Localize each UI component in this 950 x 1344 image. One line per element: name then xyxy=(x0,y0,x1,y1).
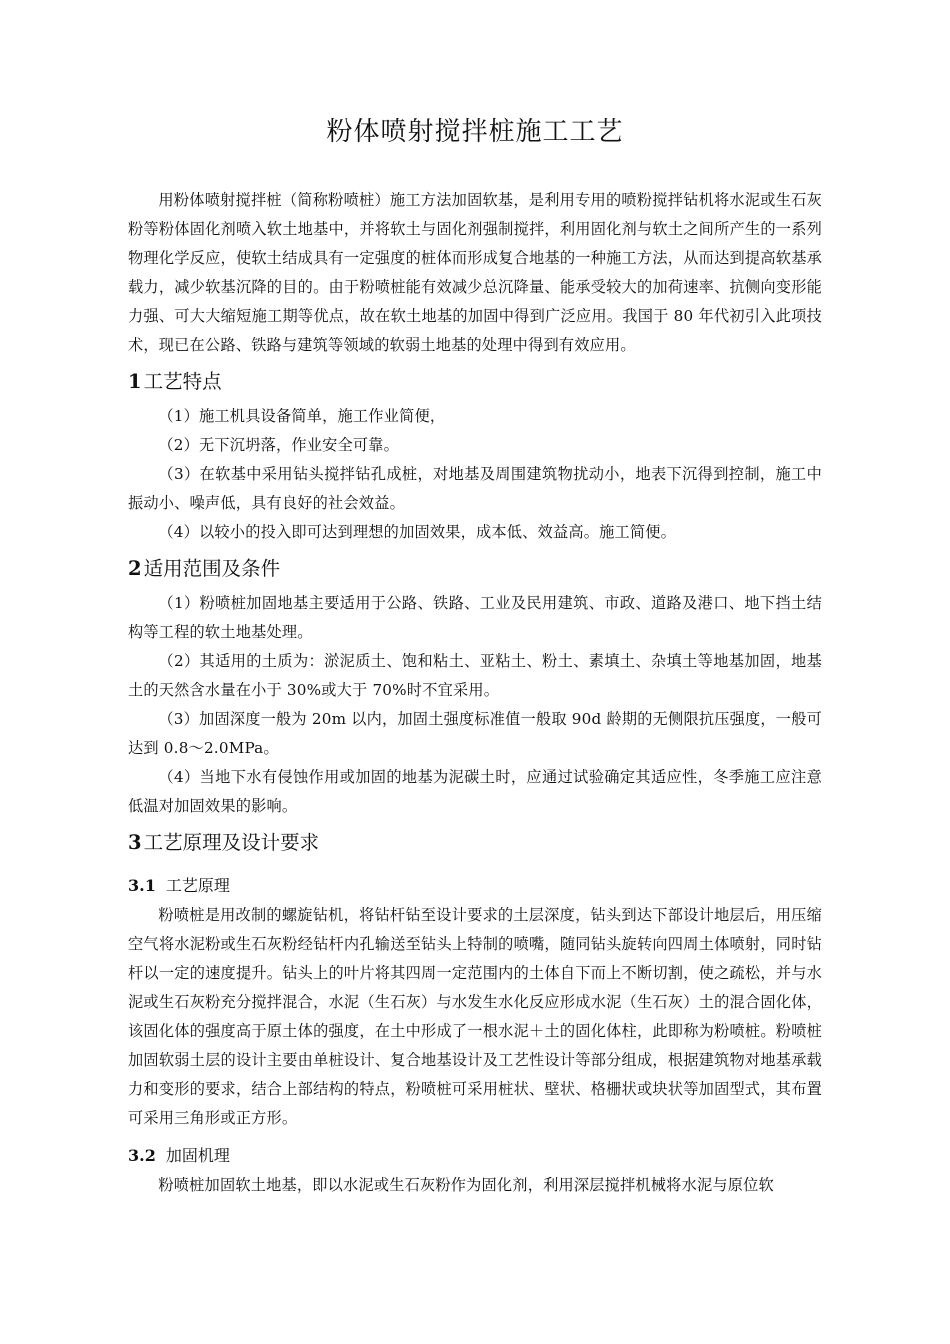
section-2-item: （1）粉喷桩加固地基主要适用于公路、铁路、工业及民用建筑、市政、道路及港口、地下挡土结构等工程的软土地基处理。 xyxy=(128,594,822,641)
intro-paragraph: 用粉体喷射搅拌桩（简称粉喷桩）施工方法加固软基，是利用专用的喷粉搅拌钻机将水泥或生石灰粉等粉体固化剂喷入软土地基中，并将软土与固化剂强制搅拌，利用固化剂与软土之间所产生的一系列物理化学反应，使软土结成具有一定强度的桩体而形成复合地基的一种施工方法，从而达到提高软基承载力，减少软基沉降的目的。由于粉喷桩能有效减少总沉降量、能承受较大的加荷速率、抗侧向变形能力强、可大大缩短施工期等优点，故在软土地基的加固中得到广泛应用。我国于 80 年代初引入此项技术，现已在公路、铁路与建筑等领域的软弱土地基的处理中得到有效应用。 xyxy=(128,191,822,354)
section-2-item: （2）其适用的土质为：淤泥质土、饱和粘土、亚粘土、粉土、素填土、杂填土等地基加固，地基土的天然含水量在小于 30%或大于 70%时不宜采用。 xyxy=(128,652,822,699)
subsection-3-1-paragraph: 粉喷桩是用改制的螺旋钻机，将钻杆钻至设计要求的土层深度，钻头到达下部设计地层后，用压缩空气将水泥粉或生石灰粉经钻杆内孔输送至钻头上特制的喷嘴，随同钻头旋转向四周土体喷射，同时钻杆以一定的速度提升。钻头上的叶片将其四周一定范围内的土体自下而上不断切割，使之疏松，并与水泥或生石灰粉充分搅拌混合，水泥（生石灰）与水发生水化反应形成水泥（生石灰）土的混合固化体，该固化体的强度高于原土体的强度，在土中形成了一根水泥＋土的固化体柱，此即称为粉喷桩。粉喷桩加固软弱土层的设计主要由单桩设计、复合地基设计及工艺性设计等部分组成，根据建筑物对地基承载力和变形的要求，结合上部结构的特点，粉喷桩可采用桩状、壁状、格栅状或块状等加固型式，其布置可采用三角形或正方形。 xyxy=(128,906,822,1127)
section-1-item: （1）施工机具设备简单，施工作业简便， xyxy=(158,407,446,425)
section-1-item: （3）在软基中采用钻头搅拌钻孔成桩，对地基及周围建筑物扰动小，地表下沉得到控制，施工中振动小、噪声低，具有良好的社会效益。 xyxy=(128,465,822,512)
section-2-title: 适用范围及条件 xyxy=(143,557,281,580)
section-2-item: （4）当地下水有侵蚀作用或加固的地基为泥碳土时，应通过试验确定其适应性，冬季施工应注意低温对加固效果的影响。 xyxy=(128,768,822,815)
section-1-item: （4）以较小的投入即可达到理想的加固效果，成本低、效益高。施工简便。 xyxy=(158,523,677,541)
subsection-3-2-title: 加固机理 xyxy=(165,1146,230,1165)
subsection-3-2-heading xyxy=(128,1133,822,1171)
section-3-title: 工艺原理及设计要求 xyxy=(143,831,320,854)
subsection-3-2-paragraph: 粉喷桩加固软土地基，即以水泥或生石灰粉作为固化剂，利用深层搅拌机械将水泥与原位软 xyxy=(158,1176,774,1194)
subsection-3-1-number: 3.1 xyxy=(128,876,156,895)
section-1-item: （2）无下沉坍落，作业安全可靠。 xyxy=(158,436,400,454)
subsection-3-1-title: 工艺原理 xyxy=(165,876,230,895)
section-2-number: 2 xyxy=(128,557,142,580)
section-3-number: 3 xyxy=(128,831,142,854)
section-1-heading xyxy=(128,360,822,402)
section-2-heading xyxy=(128,547,822,589)
section-1-number: 1 xyxy=(128,370,142,393)
document-title: 粉体喷射搅拌桩施工工艺 xyxy=(326,117,624,147)
document-body xyxy=(128,186,822,1200)
subsection-3-2-number: 3.2 xyxy=(128,1146,156,1165)
section-3-heading xyxy=(128,821,822,863)
section-2-item: （3）加固深度一般为 20m 以内，加固土强度标准值一般取 90d 龄期的无侧限抗压强度，一般可达到 0.8～2.0MPa。 xyxy=(128,710,822,757)
section-1-title: 工艺特点 xyxy=(143,370,222,393)
subsection-3-1-heading xyxy=(128,863,822,901)
